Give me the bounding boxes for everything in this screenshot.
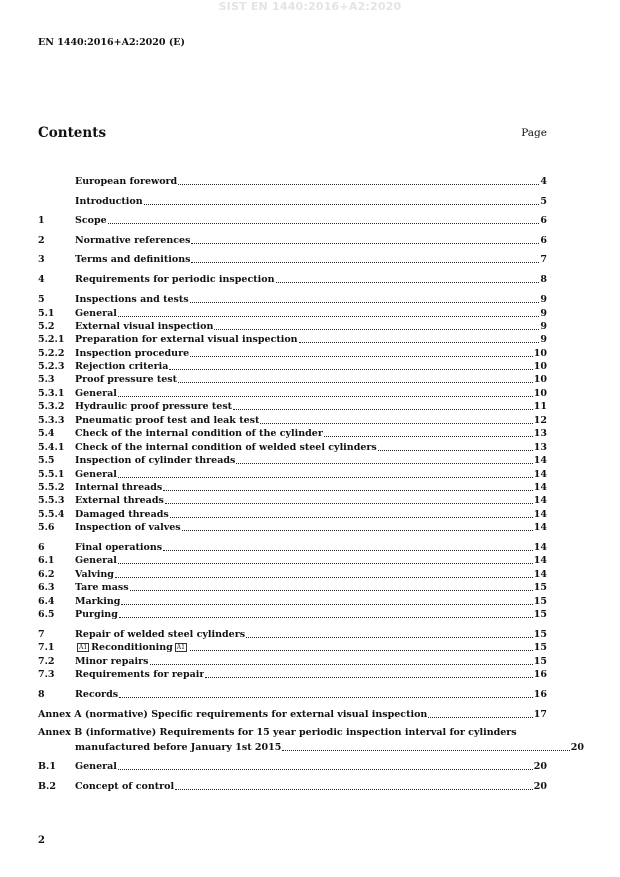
toc-entry-page: 14: [533, 482, 547, 493]
toc-entry-page: 14: [533, 555, 547, 566]
dot-leader: [163, 490, 533, 491]
toc-entry[interactable]: [38, 780, 547, 793]
toc-entry-number: 5.5: [38, 455, 55, 466]
toc-entry-page: 14: [533, 522, 547, 533]
toc-entry-title: [75, 642, 189, 654]
toc-entry-page: 11: [533, 401, 547, 412]
toc-entry[interactable]: [38, 541, 547, 554]
toc-entry-page: 17: [533, 709, 547, 720]
dot-leader: [191, 262, 539, 263]
toc-entry-title: Annex A (normative) Specific requirements for external visual inspection: [38, 709, 428, 720]
dot-leader: [260, 423, 532, 424]
toc-entry-number: 5: [38, 294, 45, 305]
toc-entry-title: Proof pressure test: [75, 374, 178, 385]
toc-entry-number: 1: [38, 215, 45, 226]
dot-leader: [118, 769, 533, 770]
dot-leader: [276, 282, 540, 283]
dot-leader: [282, 750, 569, 751]
toc-entry-number: 2: [38, 235, 45, 246]
toc-entry[interactable]: [38, 608, 547, 621]
toc-entry-title: Inspection of cylinder threads: [75, 455, 236, 466]
dot-leader: [165, 503, 533, 504]
dot-leader: [190, 356, 533, 357]
toc-entry-page: 20: [533, 761, 547, 772]
toc-entry-page: 14: [533, 455, 547, 466]
toc-entry-number: 5.3.1: [38, 388, 65, 399]
toc-entry-page: 15: [533, 642, 547, 653]
dot-leader: [175, 789, 533, 790]
toc-entry-page: 15: [533, 609, 547, 620]
dot-leader: [214, 329, 539, 330]
toc-entry-number: 5.6: [38, 522, 55, 533]
toc-entry[interactable]: [38, 581, 547, 594]
dot-leader: [236, 463, 532, 464]
toc-entry-page: 10: [533, 388, 547, 399]
dot-leader: [205, 677, 532, 678]
toc-entry-number: 5.5.4: [38, 509, 65, 520]
toc-entry-number: 5.3: [38, 374, 55, 385]
toc-entry[interactable]: [38, 307, 547, 320]
dot-leader: [121, 604, 532, 605]
dot-leader: [118, 396, 533, 397]
dot-leader: [118, 316, 539, 317]
toc-entry-title: Inspections and tests: [75, 294, 189, 305]
toc-entry-title: Introduction: [75, 196, 143, 207]
toc-annex-b-heading[interactable]: Annex B (informative) Requirements for 15 year periodic inspection interval for cylinders: [38, 727, 517, 738]
toc-entry-page: 16: [533, 689, 547, 700]
toc-entry-title: Repair of welded steel cylinders: [75, 629, 246, 640]
dot-leader: [169, 369, 532, 370]
toc-entry-title-text: Reconditioning: [91, 642, 173, 653]
table-of-contents: [38, 0, 584, 877]
toc-entry-number: 5.2.2: [38, 348, 65, 359]
toc-entry[interactable]: [38, 628, 547, 641]
toc-entry-number: 6.4: [38, 596, 55, 607]
toc-entry-title: Final operations: [75, 542, 163, 553]
toc-entry-number: 6.1: [38, 555, 55, 566]
toc-entry[interactable]: [38, 253, 547, 266]
toc-entry-title: Check of the internal condition of welded steel cylinders: [75, 442, 377, 453]
toc-entry-page: 6: [540, 215, 547, 226]
dot-leader: [115, 577, 533, 578]
toc-entry-title: General: [75, 469, 117, 480]
toc-entry[interactable]: [38, 668, 547, 681]
toc-entry[interactable]: [38, 708, 547, 721]
toc-entry[interactable]: [38, 468, 547, 481]
toc-entry-title: European foreword: [75, 176, 178, 187]
toc-entry-title: Scope: [75, 215, 107, 226]
dot-leader: [150, 664, 533, 665]
toc-entry-number: 5.2.1: [38, 334, 65, 345]
toc-entry-page: 6: [540, 235, 547, 246]
toc-entry-number: 8: [38, 689, 45, 700]
toc-entry-number: 6.5: [38, 609, 55, 620]
toc-entry-title: Hydraulic proof pressure test: [75, 401, 233, 412]
toc-entry[interactable]: [38, 293, 547, 306]
toc-entry-page: 12: [533, 415, 547, 426]
page-column-label: Page: [521, 127, 547, 139]
toc-entry-page: 15: [533, 629, 547, 640]
toc-entry-title: Inspection procedure: [75, 348, 190, 359]
toc-entry-page: 13: [533, 442, 547, 453]
toc-entry-number: 6.3: [38, 582, 55, 593]
dot-leader: [178, 382, 533, 383]
dot-leader: [178, 184, 539, 185]
toc-entry[interactable]: [38, 347, 547, 360]
dot-leader: [108, 223, 540, 224]
toc-entry[interactable]: [38, 595, 547, 608]
toc-entry-page: 5: [540, 196, 547, 207]
toc-entry-page: 14: [533, 569, 547, 580]
toc-entry[interactable]: [38, 175, 547, 188]
toc-entry-page: 15: [533, 596, 547, 607]
page-number: 2: [38, 835, 45, 846]
toc-entry[interactable]: [38, 568, 547, 581]
toc-entry-page: 9: [540, 334, 547, 345]
toc-entry-title: General: [75, 388, 117, 399]
toc-entry[interactable]: [38, 741, 584, 754]
toc-entry-page: 13: [533, 428, 547, 439]
toc-entry-page: 14: [533, 509, 547, 520]
toc-entry-number: 5.4: [38, 428, 55, 439]
toc-entry-title: Purging: [75, 609, 118, 620]
toc-entry[interactable]: [38, 641, 547, 654]
toc-entry[interactable]: [38, 373, 547, 386]
toc-entry-title: Terms and definitions: [75, 254, 191, 265]
toc-entry-title: Check of the internal condition of the cylinder: [75, 428, 323, 439]
toc-entry-page: 10: [533, 348, 547, 359]
toc-entry-title: Rejection criteria: [75, 361, 169, 372]
toc-entry[interactable]: [38, 333, 547, 346]
toc-entry-page: 9: [540, 294, 547, 305]
watermark: SIST EN 1440:2016+A2:2020: [218, 0, 402, 13]
toc-entry-page: 20: [570, 742, 584, 753]
toc-entry-page: 9: [540, 321, 547, 332]
toc-entry[interactable]: [38, 427, 547, 440]
toc-entry[interactable]: [38, 214, 547, 227]
toc-entry[interactable]: [38, 195, 547, 208]
toc-entry-title: Records: [75, 689, 119, 700]
toc-entry-number: 7.1: [38, 642, 55, 653]
toc-entry-page: 10: [533, 361, 547, 372]
toc-entry-page: 14: [533, 542, 547, 553]
toc-entry[interactable]: [38, 454, 547, 467]
toc-entry-number: 7.2: [38, 656, 55, 667]
toc-entry[interactable]: [38, 554, 547, 567]
toc-entry[interactable]: [38, 387, 547, 400]
toc-entry-title: Requirements for repair: [75, 669, 205, 680]
toc-entry-title: Concept of control: [75, 781, 175, 792]
toc-entry-number: 5.3.2: [38, 401, 65, 412]
toc-entry-number: 7.3: [38, 669, 55, 680]
toc-entry-title: External threads: [75, 495, 164, 506]
dot-leader: [170, 517, 533, 518]
toc-entry-page: 8: [540, 274, 547, 285]
toc-entry[interactable]: [38, 273, 547, 286]
toc-entry[interactable]: [38, 481, 547, 494]
dot-leader: [246, 637, 533, 638]
dot-leader: [119, 617, 533, 618]
toc-entry-number: 4: [38, 274, 45, 285]
toc-entry-title: Pneumatic proof test and leak test: [75, 415, 260, 426]
dot-leader: [190, 302, 540, 303]
toc-entry-title: Valving: [75, 569, 114, 580]
toc-entry-page: 7: [540, 254, 547, 265]
dot-leader: [130, 590, 533, 591]
toc-entry-number: 5.2: [38, 321, 55, 332]
toc-entry-number: 3: [38, 254, 45, 265]
toc-entry-title: Damaged threads: [75, 509, 169, 520]
toc-entry-number: 5.5.1: [38, 469, 65, 480]
toc-entry[interactable]: [38, 655, 547, 668]
toc-entry[interactable]: [38, 400, 547, 413]
toc-entry-title: Requirements for periodic inspection: [75, 274, 275, 285]
toc-entry-number: 5.5.2: [38, 482, 65, 493]
toc-entry-title: Inspection of valves: [75, 522, 181, 533]
toc-entry-page: 9: [540, 308, 547, 319]
toc-entry-number: 5.3.3: [38, 415, 65, 426]
toc-entry-number: 5.5.3: [38, 495, 65, 506]
dot-leader: [144, 204, 540, 205]
toc-entry-page: 14: [533, 469, 547, 480]
toc-entry-page: 15: [533, 656, 547, 667]
toc-entry-title: Tare mass: [75, 582, 129, 593]
toc-entry[interactable]: [38, 414, 547, 427]
toc-entry-title: Preparation for external visual inspection: [75, 334, 298, 345]
amendment-start-marker: A1: [79, 644, 88, 651]
toc-entry[interactable]: [38, 508, 547, 521]
dot-leader: [182, 530, 533, 531]
dot-leader: [119, 697, 533, 698]
toc-entry[interactable]: [38, 441, 547, 454]
toc-entry-title: Internal threads: [75, 482, 163, 493]
dot-leader: [299, 342, 540, 343]
toc-entry-number: 6.2: [38, 569, 55, 580]
dot-leader: [428, 717, 532, 718]
toc-entry[interactable]: [38, 521, 547, 534]
toc-entry-number: B.1: [38, 761, 56, 772]
toc-entry[interactable]: [38, 760, 547, 773]
toc-entry-title: Normative references: [75, 235, 191, 246]
toc-entry[interactable]: [38, 688, 547, 701]
toc-entry-page: 14: [533, 495, 547, 506]
toc-entry-number: 7: [38, 629, 45, 640]
toc-entry-number: 5.4.1: [38, 442, 65, 453]
toc-entry-number: 6: [38, 542, 45, 553]
dot-leader: [118, 563, 533, 564]
toc-entry-title: Marking: [75, 596, 121, 607]
toc-entry[interactable]: [38, 360, 547, 373]
toc-entry-title: General: [75, 308, 117, 319]
toc-entry-number: 5.2.3: [38, 361, 65, 372]
amendment-end-marker: A1: [176, 644, 185, 651]
toc-entry[interactable]: [38, 320, 547, 333]
toc-entry-page: 20: [533, 781, 547, 792]
toc-entry-page: 16: [533, 669, 547, 680]
dot-leader: [324, 436, 533, 437]
toc-entry-title: General: [75, 555, 117, 566]
dot-leader: [118, 477, 533, 478]
toc-entry-number: B.2: [38, 781, 56, 792]
document-id: EN 1440:2016+A2:2020 (E): [38, 37, 186, 48]
toc-entry[interactable]: [38, 234, 547, 247]
dot-leader: [378, 450, 533, 451]
toc-entry-title: External visual inspection: [75, 321, 214, 332]
toc-entry-page: 4: [540, 176, 547, 187]
toc-entry-title: Minor repairs: [75, 656, 149, 667]
toc-entry-title: General: [75, 761, 117, 772]
toc-entry-page: 10: [533, 374, 547, 385]
toc-entry-title: manufactured before January 1st 2015: [75, 742, 282, 753]
dot-leader: [191, 243, 539, 244]
toc-entry-number: 5.1: [38, 308, 55, 319]
dot-leader: [190, 650, 533, 651]
toc-entry-page: 15: [533, 582, 547, 593]
contents-heading: Contents: [38, 125, 107, 141]
toc-entry[interactable]: [38, 494, 547, 507]
dot-leader: [163, 550, 533, 551]
dot-leader: [233, 409, 533, 410]
